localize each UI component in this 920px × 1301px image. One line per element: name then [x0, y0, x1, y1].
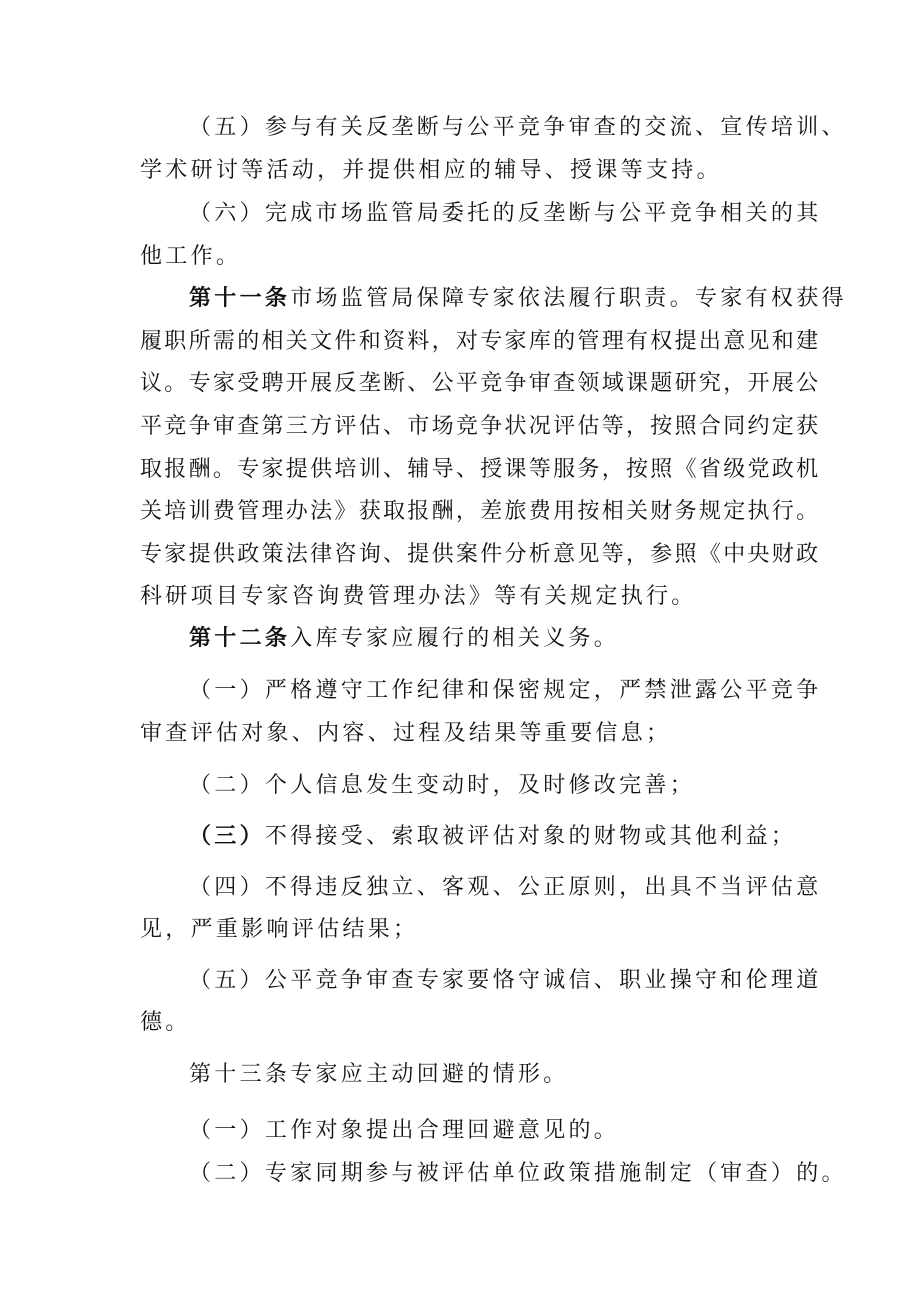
- item-6-text: （六）完成市场监管局委托的反垄断与公平竞争相关的其: [189, 201, 822, 226]
- paragraph-line: [0, 540, 920, 570]
- item-4-text: （四）不得违反独立、客观、公正原则，出具不当评估意: [189, 875, 822, 900]
- item-3-label: （三）: [189, 824, 265, 849]
- paragraph-line: [0, 455, 920, 485]
- article-11-text: 市场监管局保障专家依法履行职责。专家有权获得: [290, 286, 847, 311]
- paragraph-line: [0, 497, 920, 527]
- paragraph-line: [0, 1008, 920, 1038]
- article-12-label: 第十二条: [189, 626, 291, 651]
- article-13-line: [0, 1060, 920, 1090]
- item-1-text: （一）严格遵守工作纪律和保密规定，严禁泄露公平竞争: [189, 678, 822, 703]
- paragraph-line: [0, 771, 920, 801]
- paragraph-line: [0, 1116, 920, 1146]
- paragraph-text: 学术研讨等活动，并提供相应的辅导、授课等支持。: [140, 158, 722, 183]
- paragraph-text: 他工作。: [140, 244, 242, 269]
- article-12-text: 入库专家应履行的相关义务。: [290, 626, 620, 651]
- article-13-text: 第十三条专家应主动回避的情形。: [189, 1062, 569, 1087]
- paragraph-line: [0, 412, 920, 442]
- paragraph-line: [0, 327, 920, 357]
- paragraph-line: [0, 369, 920, 399]
- paragraph-text: 议。专家受聘开展反垄断、公平竞争审查领域课题研究，开展公: [140, 371, 821, 396]
- paragraph-line: [0, 582, 920, 612]
- item-3-line: [0, 822, 920, 852]
- article-12-line: [0, 624, 920, 654]
- recusal-item-2-text: （二）专家同期参与被评估单位政策措施制定（审查）的。: [189, 1161, 847, 1186]
- recusal-item-1-text: （一）工作对象提出合理回避意见的。: [189, 1118, 620, 1143]
- paragraph-line: [0, 719, 920, 749]
- paragraph-line: [0, 676, 920, 706]
- paragraph-text: 德。: [140, 1010, 191, 1035]
- paragraph-text: 履职所需的相关文件和资料，对专家库的管理有权提出意见和建: [140, 329, 821, 354]
- paragraph-text: 关培训费管理办法》获取报酬，差旅费用按相关财务规定执行。: [140, 499, 821, 524]
- item-3-text: 不得接受、索取被评估对象的财物或其他利益；: [264, 824, 797, 849]
- paragraph-text: 专家提供政策法律咨询、提供案件分析意见等，参照《中央财政: [140, 542, 821, 567]
- paragraph-line: [0, 873, 920, 903]
- paragraph-line: [0, 242, 920, 272]
- paragraph-line: [0, 1159, 920, 1189]
- paragraph-line: [0, 199, 920, 229]
- article-11-label: 第十一条: [189, 286, 291, 311]
- article-11-first-line: [0, 284, 920, 314]
- paragraph-line: [0, 156, 920, 186]
- paragraph-text: 平竞争审查第三方评估、市场竞争状况评估等，按照合同约定获: [140, 414, 821, 439]
- paragraph-line: [0, 113, 920, 143]
- item-5-participation-text: （五）参与有关反垄断与公平竞争审查的交流、宣传培训、: [189, 115, 847, 140]
- paragraph-text: 取报酬。专家提供培训、辅导、授课等服务，按照《省级党政机: [140, 457, 821, 482]
- paragraph-line: [0, 915, 920, 945]
- paragraph-line: [0, 966, 920, 996]
- item-5-integrity-text: （五）公平竞争审查专家要恪守诚信、职业操守和伦理道: [189, 968, 822, 993]
- paragraph-text: 见，严重影响评估结果；: [140, 917, 419, 942]
- paragraph-text: 科研项目专家咨询费管理办法》等有关规定执行。: [140, 584, 697, 609]
- item-2-text: （二）个人信息发生变动时，及时修改完善；: [189, 773, 696, 798]
- paragraph-text: 审查评估对象、内容、过程及结果等重要信息；: [140, 721, 672, 746]
